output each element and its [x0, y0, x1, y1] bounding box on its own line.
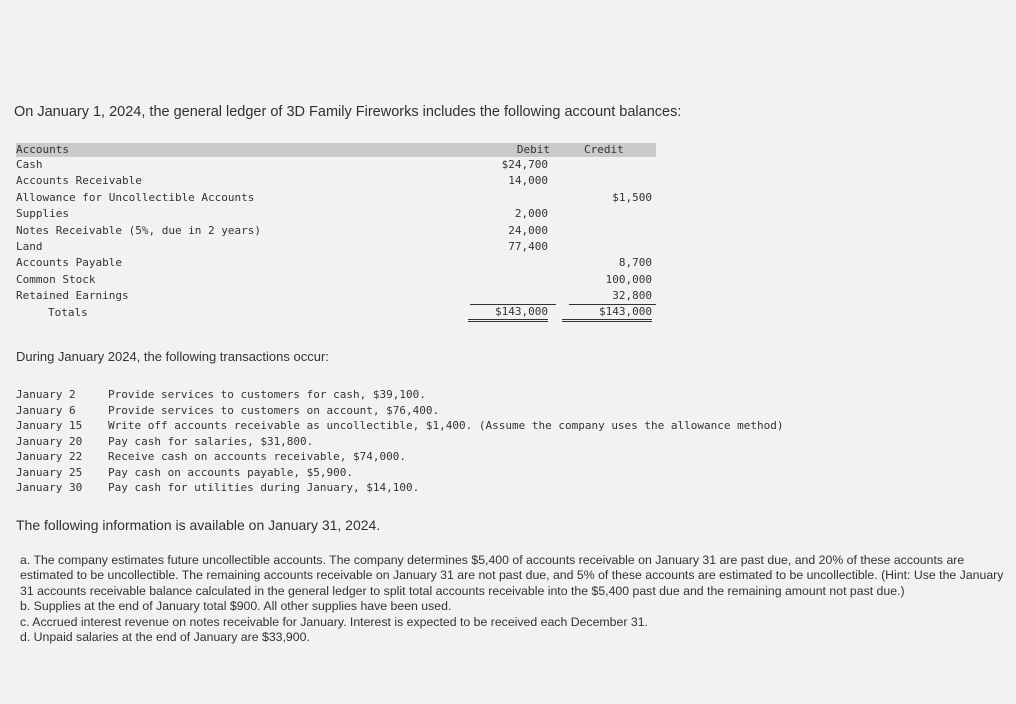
table-row	[16, 190, 656, 206]
account-name: Supplies	[16, 207, 69, 221]
list-item	[16, 434, 784, 450]
transaction-text: Pay cash for utilities during January, $14,100.	[108, 481, 420, 494]
account-name: Land	[16, 239, 43, 253]
debit-header: Debit	[516, 143, 550, 156]
transaction-date: January 25	[16, 465, 83, 479]
totals-label: Totals	[48, 305, 88, 319]
account-balances-table	[16, 143, 656, 321]
transaction-text: Provide services to customers for cash, $39,100.	[108, 388, 426, 401]
transaction-text: Receive cash on accounts receivable, $74,000.	[108, 450, 407, 463]
account-name: Accounts Receivable	[16, 174, 142, 188]
transaction-date: January 2	[16, 388, 76, 401]
transaction-date: January 20	[16, 434, 83, 448]
transaction-date: January 15	[16, 419, 83, 432]
transaction-text: Provide services to customers on account, $76,400.	[108, 403, 440, 417]
account-name: Cash	[16, 158, 43, 171]
list-item	[16, 387, 784, 403]
transaction-text: Write off accounts receivable as uncollectible, $1,400. (Assume the company uses the allowance method)	[108, 419, 784, 432]
adjustment-items	[20, 553, 1004, 645]
table-header	[16, 143, 656, 157]
transactions-list	[16, 387, 784, 496]
list-item	[16, 465, 784, 481]
totals-row	[16, 305, 656, 321]
following-info-heading: The following information is available on January 31, 2024.	[16, 517, 381, 533]
debit-value: 2,000	[514, 207, 548, 221]
table-row	[16, 272, 656, 288]
debit-total: $143,000	[468, 305, 548, 322]
table-row	[16, 157, 656, 173]
item-b: b. Supplies at the end of January total $900. All other supplies have been used.	[20, 599, 452, 614]
transaction-date: January 6	[16, 403, 76, 417]
table-row	[16, 239, 656, 255]
table-row	[16, 255, 656, 271]
table-row	[16, 173, 656, 189]
table-row	[16, 288, 656, 304]
list-item	[16, 418, 784, 434]
credit-value: 32,800	[612, 289, 652, 303]
list-item	[16, 449, 784, 465]
credit-total: $143,000	[562, 305, 652, 322]
account-name: Allowance for Uncollectible Accounts	[16, 190, 255, 204]
account-name: Common Stock	[16, 272, 96, 286]
intro-text: On January 1, 2024, the general ledger of 3D Family Fireworks includes the following account balances:	[14, 104, 682, 120]
accounts-header: Accounts	[16, 143, 69, 156]
account-name: Retained Earnings	[16, 289, 129, 303]
credit-value: $1,500	[612, 190, 652, 204]
transaction-date: January 30	[16, 481, 83, 494]
debit-value: 24,000	[508, 223, 548, 237]
account-name: Accounts Payable	[16, 256, 122, 270]
table-row	[16, 223, 656, 239]
list-item	[16, 480, 784, 496]
item-d: d. Unpaid salaries at the end of January are $33,900.	[20, 630, 310, 645]
debit-value: $24,700	[501, 158, 548, 171]
transactions-intro: During January 2024, the following transactions occur:	[16, 349, 329, 364]
table-row	[16, 206, 656, 222]
transaction-date: January 22	[16, 450, 83, 463]
list-item	[16, 403, 784, 419]
credit-value: 8,700	[618, 256, 652, 270]
account-name: Notes Receivable (5%, due in 2 years)	[16, 223, 262, 237]
debit-value: 14,000	[508, 174, 548, 188]
item-a: a. The company estimates future uncollectible accounts. The company determines $5,400 of accounts receivable on January 31 are past due, and 20% of these accounts are estimated to be uncollectible. The remaining accounts receivable on January 31 are not past due, and 5% of these accounts are estimated to be uncollectible. (Hint: Use the January 31 accounts receivable balance calculated in the general ledger to split total accounts receivable into the $5,400 past due and the remaining amount not past due.)	[20, 553, 1004, 598]
debit-value: 77,400	[508, 239, 548, 253]
credit-value: 100,000	[605, 272, 652, 286]
transaction-text: Pay cash for salaries, $31,800.	[108, 434, 314, 448]
transaction-text: Pay cash on accounts payable, $5,900.	[108, 465, 354, 479]
item-c: c. Accrued interest revenue on notes receivable for January. Interest is expected to be received each December 31.	[20, 614, 648, 629]
credit-header: Credit	[584, 143, 624, 156]
